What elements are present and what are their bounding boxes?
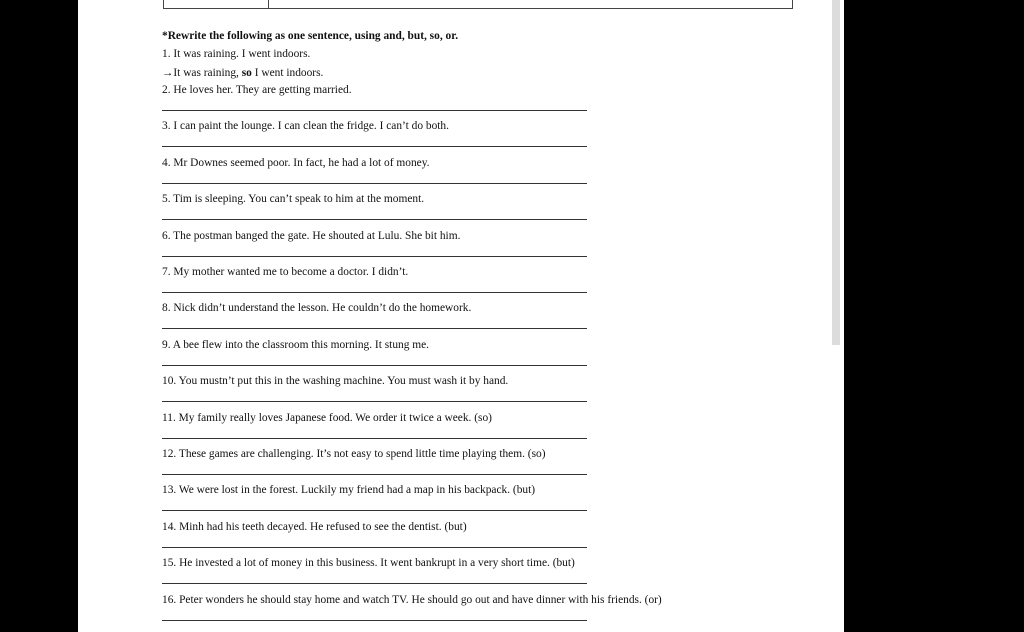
- table-divider: [268, 0, 269, 8]
- answer-line[interactable]: [162, 256, 587, 257]
- exercise-item: 12. These games are challenging. It’s not easy to spend little time playing them. (so): [162, 448, 546, 460]
- answer-line[interactable]: [162, 219, 587, 220]
- answer-line[interactable]: [162, 183, 587, 184]
- exercise-item: 10. You mustn’t put this in the washing machine. You must wash it by hand.: [162, 375, 509, 388]
- exercise-item: 4. Mr Downes seemed poor. In fact, he had a lot of money.: [162, 156, 430, 169]
- exercise-item: 8. Nick didn’t understand the lesson. He couldn’t do the homework.: [162, 302, 472, 315]
- exercise-item: 3. I can paint the lounge. I can clean the fridge. I can’t do both.: [162, 120, 449, 133]
- exercise-item: 11. My family really loves Japanese food. We order it twice a week. (so): [162, 411, 492, 424]
- instruction-heading: *Rewrite the following as one sentence, using and, but, so, or.: [162, 30, 459, 42]
- answer-line[interactable]: [162, 401, 587, 402]
- exercise-item: 13. We were lost in the forest. Luckily my friend had a map in his backpack. (but): [162, 484, 536, 497]
- answer-line[interactable]: [162, 328, 587, 329]
- exercise-item: 5. Tim is sleeping. You can’t speak to him at the moment.: [162, 193, 425, 206]
- document-page: [78, 0, 844, 632]
- exercise-item: 9. A bee flew into the classroom this morning. It stung me.: [162, 338, 430, 351]
- answer-connector: so: [241, 67, 252, 79]
- answer-line[interactable]: [162, 620, 587, 621]
- scrollbar-thumb[interactable]: [832, 0, 840, 345]
- answer-line[interactable]: [162, 474, 587, 475]
- answer-line[interactable]: [162, 365, 587, 366]
- exercise-item: 7. My mother wanted me to become a doctor. I didn’t.: [162, 266, 409, 278]
- exercise-item: 16. Peter wonders he should stay home and watch TV. He should go out and have dinner with his friends. (or): [162, 593, 662, 606]
- exercise-item: 2. He loves her. They are getting married.: [162, 84, 352, 96]
- answer-line[interactable]: [162, 292, 587, 293]
- answer-line[interactable]: [162, 547, 587, 548]
- answer-suffix: I went indoors.: [251, 67, 324, 79]
- exercise-item: 6. The postman banged the gate. He shouted at Lulu. She bit him.: [162, 229, 461, 242]
- top-table-remnant: [163, 0, 793, 9]
- example-question: 1. It was raining. I went indoors.: [162, 48, 311, 60]
- answer-line[interactable]: [162, 438, 587, 439]
- answer-line[interactable]: [162, 583, 587, 584]
- answer-line[interactable]: [162, 146, 587, 147]
- answer-line[interactable]: [162, 110, 587, 111]
- exercise-item: 14. Minh had his teeth decayed. He refused to see the dentist. (but): [162, 520, 467, 533]
- example-answer: [162, 68, 323, 79]
- exercise-item: 15. He invested a lot of money in this business. It went bankrupt in a very short time. (but): [162, 557, 575, 570]
- answer-prefix: →It was raining,: [162, 67, 242, 79]
- answer-line[interactable]: [162, 510, 587, 511]
